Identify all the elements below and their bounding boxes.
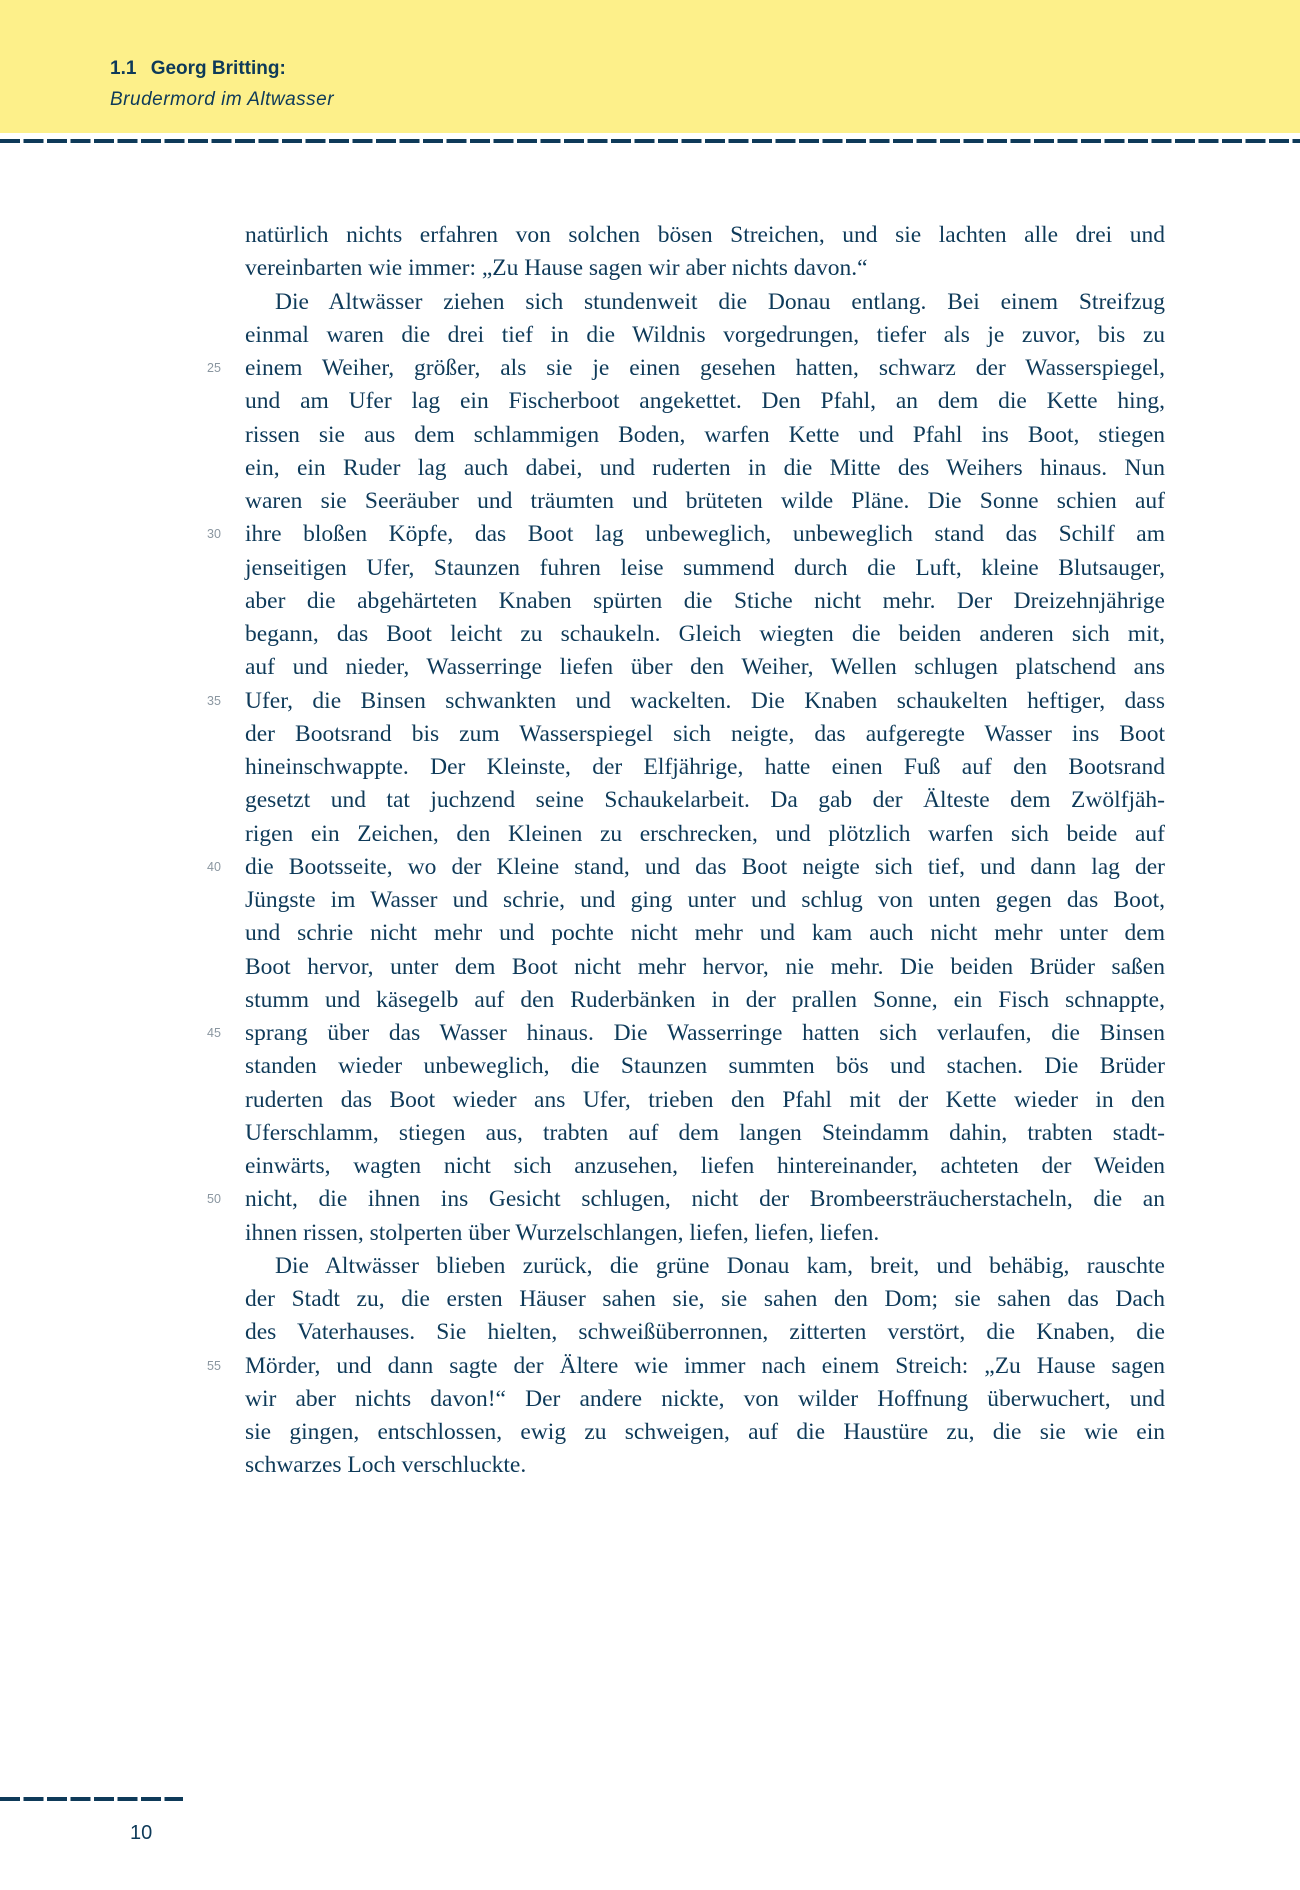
text-line: einmal waren die drei tief in die Wildnis vorgedrungen, tiefer als je zuvor, bis zu: [245, 321, 1165, 348]
text-line: aber die abgehärteten Knaben spürten die Stiche nicht mehr. Der Dreizehnjährige: [245, 587, 1165, 614]
text-line: schwarzes Loch verschluckte.: [245, 1452, 527, 1479]
text-line: Die Altwässer ziehen sich stundenweit die Donau entlang. Bei einem Streifzug: [275, 288, 1165, 315]
text-line: wir aber nichts davon!“ Der andere nickte, von wilder Hoffnung überwuchert, und: [245, 1385, 1165, 1412]
line-number: 35: [207, 693, 221, 708]
text-line: waren sie Seeräuber und träumten und brüteten wilde Pläne. Die Sonne schien auf: [245, 488, 1165, 514]
page-number: 10: [130, 1822, 153, 1844]
text-line: ihnen rissen, stolperten über Wurzelschlangen, liefen, liefen, liefen.: [245, 1219, 880, 1246]
text-line: der Stadt zu, die ersten Häuser sahen sie, sie sahen den Dom; sie sahen das Dach: [245, 1286, 1165, 1312]
line-number: 25: [207, 361, 221, 375]
text-line: sie gingen, entschlossen, ewig zu schweigen, auf die Haustüre zu, die sie wie ein: [245, 1419, 1165, 1445]
header-dashed-divider: [0, 139, 1300, 143]
footer-dashed-divider: [0, 1797, 183, 1801]
text-line: standen wieder unbeweglich, die Staunzen summten bös und stachen. Die Brüder: [245, 1053, 1165, 1080]
line-number: 50: [207, 1192, 221, 1207]
text-line: ruderten das Boot wieder ans Ufer, trieben den Pfahl mit der Kette wieder in den: [245, 1086, 1165, 1113]
text-line: 45 sprang über das Wasser hinaus. Die Wasserringe hatten sich verlaufen, die Binsen: [245, 1017, 1165, 1050]
text-line: Boot hervor, unter dem Boot nicht mehr hervor, nie mehr. Die beiden Brüder saßen: [245, 953, 1165, 980]
text-line: des Vaterhauses. Sie hielten, schweißüberronnen, zitterten verstört, die Knaben, die: [245, 1319, 1165, 1346]
text-line: jenseitigen Ufer, Staunzen fuhren leise summend durch die Luft, kleine Blutsauger,: [245, 554, 1165, 581]
text-line: Uferschlamm, stiegen aus, trabten auf dem langen Steindamm dahin, trabten stadt-: [245, 1119, 1165, 1146]
text-line: und schrie nicht mehr und pochte nicht mehr und kam auch nicht mehr unter dem: [245, 920, 1165, 947]
header-band: [0, 0, 1300, 133]
chapter-number: 1.1: [110, 58, 137, 79]
line-number: 55: [207, 1358, 221, 1373]
author-name: Georg Britting:: [150, 58, 286, 79]
story-title: Brudermord im Altwasser: [110, 89, 335, 110]
text-line: begann, das Boot leicht zu schaukeln. Gleich wiegten die beiden anderen sich mit,: [245, 621, 1165, 647]
text-line: vereinbarten wie immer: „Zu Hause sagen wir aber nichts davon.“: [245, 255, 868, 282]
text-line: und am Ufer lag ein Fischerboot angekettet. Den Pfahl, an dem die Kette hing,: [245, 388, 1165, 415]
text-line: rigen ein Zeichen, den Kleinen zu erschrecken, und plötzlich warfen sich beide auf: [245, 820, 1165, 847]
line-number: 45: [207, 1026, 221, 1040]
text-line: der Bootsrand bis zum Wasserspiegel sich neigte, das aufgeregte Wasser ins Boot: [245, 720, 1165, 747]
text-line: natürlich nichts erfahren von solchen bösen Streichen, und sie lachten alle drei und: [245, 222, 1165, 248]
text-line: 55 Mörder, und dann sagte der Ältere wie immer nach einem Streich: „Zu Hause sagen: [245, 1350, 1165, 1383]
text-line: 25 einem Weiher, größer, als sie je einen gesehen hatten, schwarz der Wasserspiegel,: [245, 352, 1165, 385]
text-line: Jüngste im Wasser und schrie, und ging unter und schlug von unten gegen das Boot,: [245, 887, 1165, 913]
text-line: 35 Ufer, die Binsen schwankten und wackelten. Die Knaben schaukelten heftiger, dass: [245, 685, 1165, 718]
line-number: 40: [207, 859, 221, 874]
text-line: 30 ihre bloßen Köpfe, das Boot lag unbeweglich, unbeweglich stand das Schilf am: [245, 518, 1165, 551]
text-line: rissen sie aus dem schlammigen Boden, warfen Kette und Pfahl ins Boot, stiegen: [245, 421, 1165, 448]
text-line: auf und nieder, Wasserringe liefen über den Weiher, Wellen schlugen platschend ans: [245, 654, 1165, 681]
story-text: [207, 219, 1165, 1483]
text-line: Die Altwässer blieben zurück, die grüne Donau kam, breit, und behäbig, rauschte: [275, 1252, 1165, 1279]
line-number: 30: [207, 527, 221, 542]
text-line: 50 nicht, die ihnen ins Gesicht schlugen, nicht der Brombeersträucherstacheln, die an: [245, 1183, 1165, 1216]
text-line: einwärts, wagten nicht sich anzusehen, liefen hintereinander, achteten der Weiden: [245, 1153, 1165, 1179]
chapter-heading: [110, 58, 286, 80]
text-line: hineinschwappte. Der Kleinste, der Elfjährige, hatte einen Fuß auf den Bootsrand: [245, 754, 1165, 780]
text-line: gesetzt und tat juchzend seine Schaukelarbeit. Da gab der Älteste dem Zwölfjäh-: [245, 787, 1165, 814]
text-line: 40 die Bootsseite, wo der Kleine stand, und das Boot neigte sich tief, und dann lag der: [245, 851, 1165, 884]
text-line: stumm und käsegelb auf den Ruderbänken in der prallen Sonne, ein Fisch schnappte,: [245, 986, 1165, 1013]
text-line: ein, ein Ruder lag auch dabei, und ruderten in die Mitte des Weihers hinaus. Nun: [245, 454, 1165, 481]
